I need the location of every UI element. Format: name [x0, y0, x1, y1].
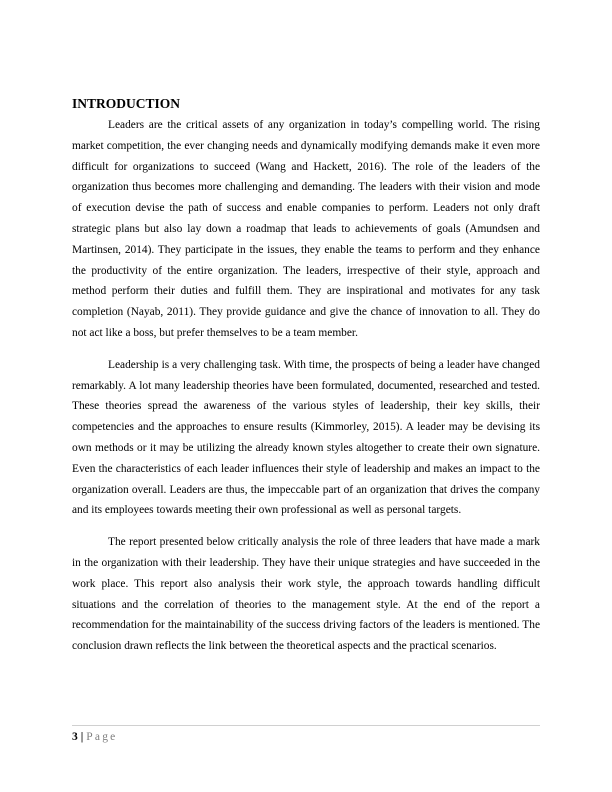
footer-separator: | [80, 731, 84, 743]
page-footer [72, 730, 117, 744]
section-heading: INTRODUCTION [72, 96, 181, 111]
paragraph-3: The report presented below critically analysis the role of three leaders that have made a mark in the organization with their leadership. They have their unique strategies and have succeeded in the work place. This report also analysis their work style, the approach towards handling difficult situations and the correlation of theories to the management style. At the end of the report a recommendation for the maintainability of the success driving factors of the leaders is mentioned. The conclusion drawn reflects the link between the theoretical aspects and the practical scenarios. [72, 536, 540, 653]
page-number: 3 [72, 731, 78, 743]
footer-divider [72, 725, 540, 726]
paragraph-2: Leadership is a very challenging task. With time, the prospects of being a leader have changed remarkably. A lot many leadership theories have been formulated, documented, researched and tested. These theories spread the awareness of the various styles of leadership, their key skills, their competencies and the approaches to ensure results (Kimmorley, 2015). A leader may be devising its own methods or it may be utilizing the already known styles altogether to create their own signature. Even the characteristics of each leader influences their style of leadership and makes an impact to the organization overall. Leaders are thus, the impeccable part of an organization that drives the company and its employees towards meeting their own professional as well as personal targets. [72, 358, 540, 517]
page-label: Page [86, 731, 118, 743]
paragraph-1: Leaders are the critical assets of any organization in today’s compelling world. The rising market competition, the ever changing needs and dynamically modifying demands make it even more difficult for organizations to succeed (Wang and Hackett, 2016). The role of the leaders of the organization thus becomes more challenging and demanding. The leaders with their vision and mode of execution devise the path of success and enable companies to perform. Leaders not only draft strategic plans but also lay down a roadmap that leads to achievements of goals (Amundsen and Martinsen, 2014). They participate in the issues, they enable the teams to perform and they enhance the productivity of the entire organization. The leaders, irrespective of their style, approach and method perform their duties and fulfill them. They are inspirational and motivates for any task completion (Nayab, 2011). They provide guidance and give the chance of innovation to all. They do not act like a boss, but prefer themselves to be a team member. [72, 119, 540, 339]
page-content [72, 96, 540, 668]
